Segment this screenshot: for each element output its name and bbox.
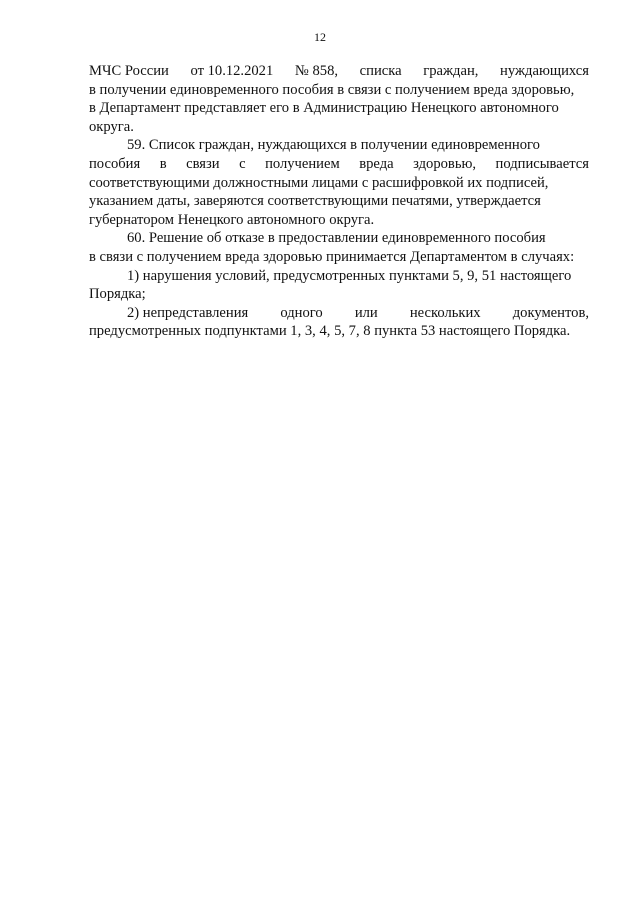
word: в (159, 155, 167, 172)
word: связи (186, 155, 220, 172)
word: от 10.12.2021 (190, 63, 274, 79)
text-line: в связи с получением вреда здоровью принимается Департаментом в случаях: (89, 248, 575, 265)
document-body (89, 62, 589, 341)
word: вреда (359, 155, 394, 172)
word: МЧС России (89, 63, 169, 79)
text-line: губернатором Ненецкого автономного округа. (89, 211, 375, 228)
word: или (354, 304, 378, 321)
paragraph-item-60-1 (89, 267, 589, 304)
word: нескольких (409, 304, 481, 321)
text-line-justified (89, 304, 589, 323)
text-line: 59. Список граждан, нуждающихся в получении единовременного (127, 137, 540, 154)
word: списка (359, 63, 402, 79)
word: подписывается (495, 155, 589, 172)
text-line: соответствующими должностными лицами с расшифровкой их подписей, (89, 174, 549, 191)
word: документов, (512, 304, 589, 321)
text-line: в получении единовременного пособия в связи с получением вреда здоровью, (89, 81, 575, 98)
paragraph-continuation (89, 62, 589, 136)
word: пособия (89, 155, 141, 172)
paragraph-item-60 (89, 229, 589, 266)
text-line: предусмотренных подпунктами 1, 3, 4, 5, 7, 8 пункта 53 настоящего Порядка. (89, 323, 571, 340)
word: нуждающихся (500, 63, 589, 79)
text-line: Порядка; (89, 286, 146, 303)
paragraph-item-60-2 (89, 304, 589, 341)
word: с (239, 155, 246, 172)
text-line: округа. (89, 118, 134, 135)
paragraph-item-59 (89, 136, 589, 229)
word: 2) непредставления (127, 304, 249, 321)
word: № 858, (294, 63, 339, 79)
word: здоровью, (413, 155, 477, 172)
text-line: указанием даты, заверяются соответствующими печатями, утверждается (89, 193, 541, 210)
word: граждан, (423, 63, 479, 79)
text-line: в Департамент представляет его в Администрацию Ненецкого автономного (89, 100, 559, 117)
page-number: 12 (314, 30, 326, 44)
word: одного (280, 304, 323, 321)
text-line: 60. Решение об отказе в предоставлении единовременного пособия (127, 230, 546, 247)
text-line-justified (89, 62, 589, 81)
text-line: 1) нарушения условий, предусмотренных пунктами 5, 9, 51 настоящего (127, 267, 572, 284)
word: получением (265, 155, 340, 172)
text-line-justified (89, 155, 589, 174)
